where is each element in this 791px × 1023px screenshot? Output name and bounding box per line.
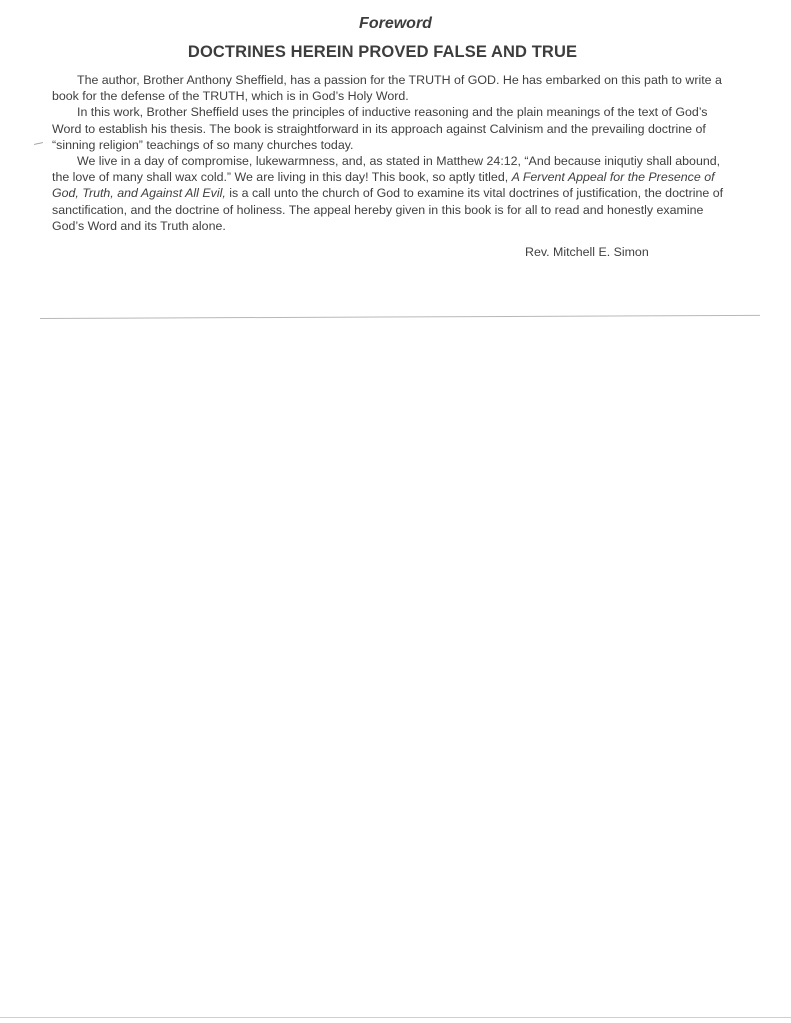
paragraph-3 bbox=[52, 153, 732, 234]
book-title: A Fervent Appeal for the Presence of God, Truth, and Against All Evil, bbox=[52, 170, 715, 201]
page-fold-line bbox=[40, 315, 760, 319]
document-title: DOCTRINES HEREIN PROVED FALSE AND TRUE bbox=[187, 43, 578, 61]
paragraph-3-intro: We live in a day of compromise, lukewarmness, and, as stated in Matthew 24:12, “And because iniqutiy shall abound, the love of many shall wax cold.” We are living in this day! This book, so aptly titled, bbox=[52, 154, 721, 185]
foreword-body bbox=[52, 72, 732, 234]
paragraph-1: The author, Brother Anthony Sheffield, has a passion for the TRUTH of GOD. He has embarked on this path to write a book for the defense of the TRUTH, which is in God’s Holy Word. bbox=[52, 73, 722, 104]
foreword-heading: Foreword bbox=[359, 15, 432, 32]
scan-mark bbox=[34, 142, 43, 145]
author-signature: Rev. Mitchell E. Simon bbox=[525, 245, 649, 259]
paragraph-2: In this work, Brother Sheffield uses the principles of inductive reasoning and the plain meanings of the text of God’s Word to establish his thesis. The book is straightforward in its approach against Calvinism and the prevailing doctrine of “sinning religion” teachings of so many churches today. bbox=[52, 105, 708, 152]
paragraph-3-rest: is a call unto the church of God to examine its vital doctrines of justification, the doctrine of sanctification, and the doctrine of holiness. The appeal hereby given in this book is for all to read and honestly examine God’s Word and its Truth alone. bbox=[52, 186, 724, 233]
scan-bottom-edge bbox=[0, 1017, 791, 1018]
